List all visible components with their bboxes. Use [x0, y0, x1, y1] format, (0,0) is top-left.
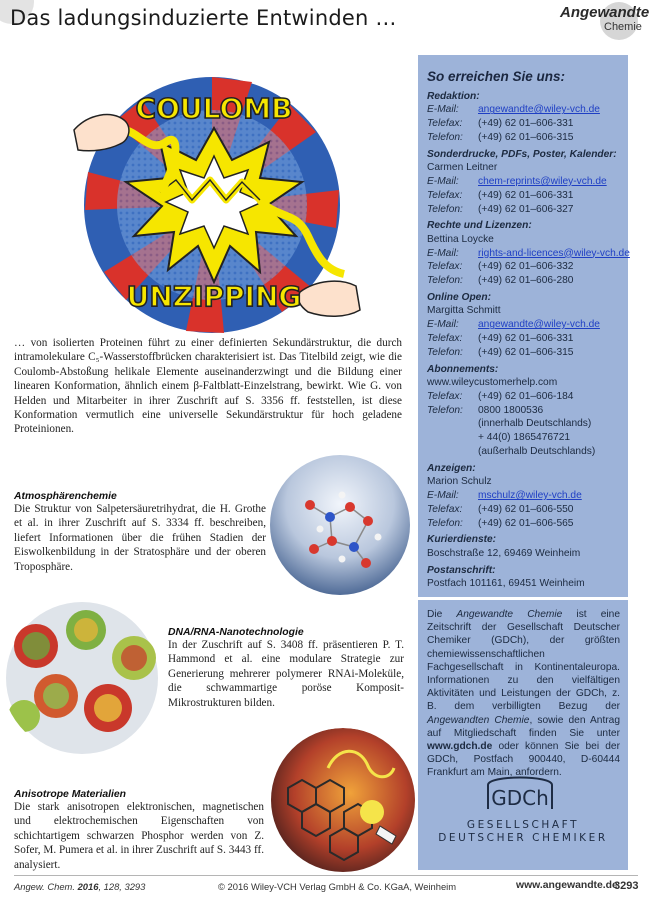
footer-website-link[interactable]: www.angewandte.de [516, 880, 618, 891]
cover-art-image [64, 60, 364, 340]
journal-logo-main: Angewandte [560, 4, 650, 21]
reprints-email-link[interactable]: chem-reprints@wiley-vch.de [478, 176, 607, 187]
contact-section-title: Abonnements: [427, 363, 499, 375]
email-label: E-Mail: [427, 176, 459, 187]
black-phosphorus-image [268, 728, 418, 873]
section-title: Anisotrope Materialien [14, 789, 127, 800]
gdch-website-link[interactable]: www.gdch.de [427, 741, 493, 753]
contact-sidebar [418, 55, 628, 597]
email-label: E-Mail: [427, 104, 459, 116]
intro-paragraph: … von isolierten Proteinen führt zu einer definierten Sekundärstruktur, die durch intramolekulare C₅-Wasserstoffbrücken charakterisiert ist. Das Titelbild zeigt, wie die Coulomb-Abstoßung helikale Elemente auseinanderzwingt und die Bildung einer linearen Konformation, ähnlich einem β-Faltblatt-Einzelstrang, bewirkt. Wie G. von Helden und Mitarbeiter in ihrer Zuschrift auf S. 3356 ff. feststellen, ist diese Konformation vermutlich eine universelle Sekundärstruktur für hoch geladene Proteinionen. [14, 337, 402, 436]
phone-label: Telefon: [427, 346, 463, 358]
footer-copyright: © 2016 Wiley-VCH Verlag GmbH & Co. KGaA, Weinheim [218, 881, 457, 892]
fax-number: (+49) 62 01–606-332 [478, 261, 574, 273]
journal-logo-sub: Chemie [604, 21, 642, 33]
fax-number: (+49) 62 01–606-550 [478, 503, 574, 515]
phone-label: Telefon: [427, 404, 463, 416]
courier-address: Boschstraße 12, 69469 Weinheim [427, 547, 581, 559]
phone-number: (+49) 62 01–606-315 [478, 346, 574, 358]
contact-section-title: Redaktion: [427, 91, 480, 102]
contact-section-title: Rechte und Lizenzen: [427, 220, 532, 232]
footer-divider [14, 875, 638, 876]
phone-note: (außerhalb Deutschlands) [478, 445, 596, 457]
contact-section-title: Kurierdienste: [427, 534, 497, 546]
phone-number: 0800 1800536 [478, 404, 544, 416]
fax-label: Telefax: [427, 390, 463, 402]
section-title: DNA/RNA-Nanotechnologie [168, 627, 304, 638]
phone-number: (+49) 62 01–606-315 [478, 132, 574, 143]
gdch-info-box [418, 600, 628, 870]
ads-email-link[interactable]: mschulz@wiley-vch.de [478, 489, 582, 501]
contact-section-title: Sonderdrucke, PDFs, Poster, Kalender: [427, 148, 617, 160]
section-body: Die Struktur von Salpetersäuretrihydrat, die H. Grothe et al. in ihrer Zuschrift auf S. 3334 ff. beschreiben, liefert Informationen über die frühen Stadien der Eiswolkenbildung in der Stratosphäre und der oberen Troposphäre. [14, 503, 266, 573]
cover-art-line1: COULOMB [135, 92, 293, 125]
contact-name: Marion Schulz [427, 476, 492, 488]
section-anisotropic-materials [14, 789, 264, 872]
fax-label: Telefax: [427, 189, 463, 201]
cover-art-line2: UNZIPPING [126, 280, 302, 313]
fax-number: (+49) 62 01–606-331 [478, 189, 574, 201]
phone-number: (+49) 62 01–606-280 [478, 275, 574, 287]
email-label: E-Mail: [427, 247, 459, 259]
phone-label: Telefon: [427, 275, 463, 287]
fax-number: (+49) 62 01–606-331 [478, 118, 574, 130]
phone-label: Telefon: [427, 517, 463, 529]
contact-name: Bettina Loycke [427, 233, 494, 245]
section-title: Atmosphärenchemie [14, 491, 117, 502]
phone-number: (+49) 62 01–606-565 [478, 517, 574, 529]
section-body: In der Zuschrift auf S. 3408 ff. präsentieren P. T. Hammond et al. eine modulare Strategie zur Generierung mehrerer polymerer RNAi-Moleküle, die schwammartige poröse Komposit-Mikrostrukturen bilden. [168, 639, 404, 709]
phone-label: Telefon: [427, 132, 463, 143]
contact-heading: So erreichen Sie uns: [427, 69, 566, 84]
section-dna-rna-nanotech [168, 627, 404, 710]
phone-number-international: + 44(0) 1865476721 [478, 432, 571, 444]
fax-number: (+49) 62 01–606-331 [478, 332, 574, 344]
email-label: E-Mail: [427, 319, 459, 331]
page-number: 3293 [614, 880, 639, 892]
phone-label: Telefon: [427, 203, 463, 215]
rna-microsponge-image [2, 600, 162, 755]
online-open-email-link[interactable]: angewandte@wiley-vch.de [478, 319, 600, 331]
section-atmospheric-chemistry [14, 491, 266, 574]
gdch-logo-text: GDCh [491, 786, 549, 810]
gdch-brand-name: GESELLSCHAFT DEUTSCHER CHEMIKER [438, 819, 608, 844]
journal-name: Angewandten Chemie [427, 714, 530, 726]
contact-name: Carmen Leitner [427, 162, 498, 174]
fax-label: Telefax: [427, 332, 463, 344]
journal-name: Angewandte Chemie [456, 609, 563, 620]
contact-section-title: Online Open: [427, 291, 491, 303]
redaktion-email-link[interactable]: angewandte@wiley-vch.de [478, 104, 600, 116]
contact-name: Margitta Schmitt [427, 305, 501, 317]
nitric-acid-crystal-image [270, 455, 410, 595]
rights-email-link[interactable]: rights-and-licences@wiley-vch.de [478, 247, 630, 259]
fax-number: (+49) 62 01–606-184 [478, 390, 574, 402]
page-title: Das ladungsinduzierte Entwinden … [10, 6, 397, 30]
gdch-logo [484, 771, 556, 813]
subscription-website: www.wileycustomerhelp.com [427, 376, 558, 388]
fax-label: Telefax: [427, 118, 463, 130]
phone-number: (+49) 62 01–606-327 [478, 203, 574, 215]
phone-note: (innerhalb Deutschlands) [478, 418, 592, 430]
contact-section-title: Postanschrift: [427, 564, 496, 576]
footer-citation: Angew. Chem. 2016, 128, 3293 [14, 881, 146, 892]
contact-section-title: Anzeigen: [427, 462, 476, 474]
gdch-paragraph: Die Angewandte Chemie ist eine Zeitschrift der Gesellschaft Deutscher Chemiker (GDCh), der größten chemiewissenschaftlichen Fachgesellschaft in Kontinentaleuropa. Informationen zu den vielfältigen Aktivitäten und Leistungen der GDCh, z. B. dem verbilligten Bezug der Angewandten Chemie, sowie den Antrag auf Mitgliedschaft finden Sie unter www.gdch.de oder können Sie bei der GDCh, Postfach 900440, D-60444 Frankfurt am Main, anfordern. [427, 609, 620, 779]
page-footer [14, 881, 638, 895]
postal-address: Postfach 101161, 69451 Weinheim [427, 577, 585, 589]
fax-label: Telefax: [427, 503, 463, 515]
fax-label: Telefax: [427, 261, 463, 273]
section-body: Die stark anisotropen elektronischen, magnetischen und elektrochemischen Eigenschaften von schichtartigem schwarzen Phosphor werden von Z. Sofer, M. Pumera et al. in ihrer Zuschrift auf S. 3443 ff. analysiert. [14, 801, 264, 871]
email-label: E-Mail: [427, 489, 459, 501]
